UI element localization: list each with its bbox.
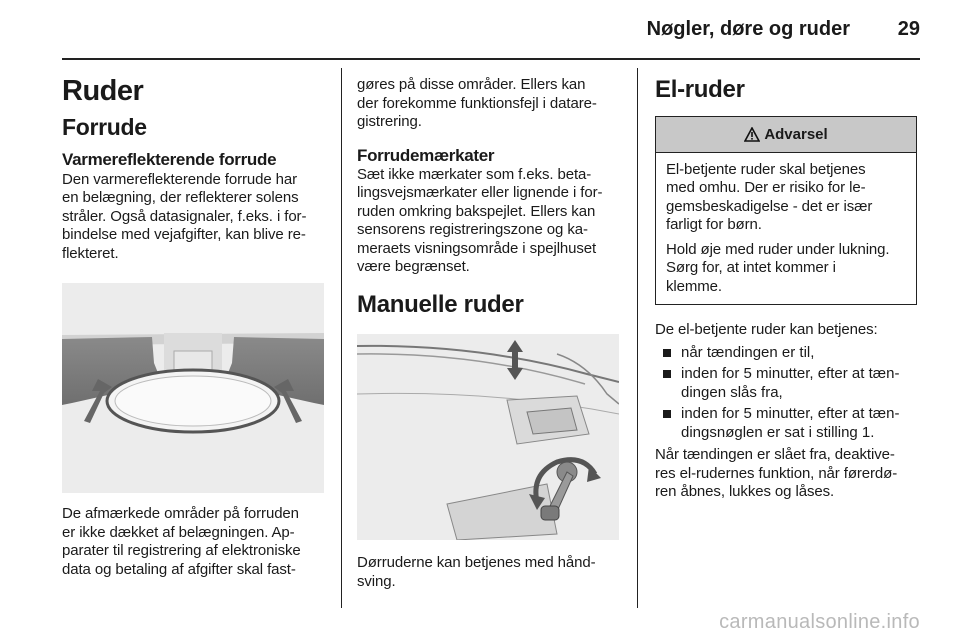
door-crank-illustration [357,334,619,540]
warning-header [656,117,916,153]
paragraph-taending-fra: Når tændingen er slået fra, deaktive- res el-rudernes funktion, når førerdø- ren åbnes, lukkes og låses. [655,446,898,501]
paragraph-intro: De el-betjente ruder kan betjenes: [655,321,878,339]
paragraph-varmereflekterende: Den varmereflekterende forrude har en belægning, der reflekterer solens stråler. Også datasignaler, f.eks. i for- bindelse med vejafgifter, kan blive re- flekteret. [62,170,307,262]
list-item: inden for 5 minutter, efter at tæn- dingen slås fra, [655,365,920,402]
heading-varmereflekterende-forrude: Varmereflekterende forrude [62,150,277,170]
bullet-icon [663,370,671,378]
list-item: inden for 5 minutter, efter at tæn- dingsnøglen er sat i stilling 1. [655,405,920,442]
heading-forrude: Forrude [62,113,147,140]
list-item: når tændingen er til, [655,344,920,363]
windshield-mirror-svg [62,283,324,493]
column-divider-2 [637,68,638,608]
warning-box [655,116,917,306]
column-2 [357,76,627,591]
column-3 [655,70,920,502]
windshield-mirror-illustration [62,283,324,493]
door-crank-svg [357,334,619,540]
paragraph-forrudemaerkater: Sæt ikke mærkater som f.eks. beta- lingsvejsmærkater eller lignende i for- ruden omkring bakspejlet. Ellers kan sensorens registreringszone og ka- meraets visningsområde i spejlhuset være begrænset. [357,165,603,276]
warning-paragraph-2: Hold øje med ruder under lukning. Sørg for, at intet kommer i klemme. [666,240,890,295]
warning-label: Advarsel [764,125,828,143]
page-number: 29 [897,18,920,40]
header-rule [62,58,920,60]
paragraph-continued: gøres på disse områder. Ellers kan der forekomme funktionsfejl i datare- gistrering. [357,76,597,130]
warning-body [656,153,916,305]
column-divider-1 [341,68,342,608]
warning-triangle-icon [744,127,760,142]
paragraph-afmaerkede-omraader: De afmærkede områder på forruden er ikke dækket af belægningen. Ap- parater til registrering af elektroniske data og betaling af afgifter skal fast- [62,505,301,578]
conditions-list [655,344,920,443]
bullet-icon [663,349,671,357]
warning-paragraph-1: El-betjente ruder skal betjenes med omhu. Der er risiko for le- gemsbeskadigelse - det er især farligt for børn. [666,160,873,234]
paragraph-doerruder: Dørruderne kan betjenes med hånd- sving. [357,554,596,590]
heading-el-ruder: El-ruder [655,76,745,103]
bullet-icon [663,410,671,418]
column-1 [62,70,330,579]
heading-ruder: Ruder [62,75,144,107]
watermark: carmanualsonline.info [719,611,920,633]
running-header-title: Nøgler, døre og ruder [646,18,850,40]
heading-manuelle-ruder: Manuelle ruder [357,290,524,318]
heading-forrudemaerkater: Forrudemærkater [357,145,495,165]
